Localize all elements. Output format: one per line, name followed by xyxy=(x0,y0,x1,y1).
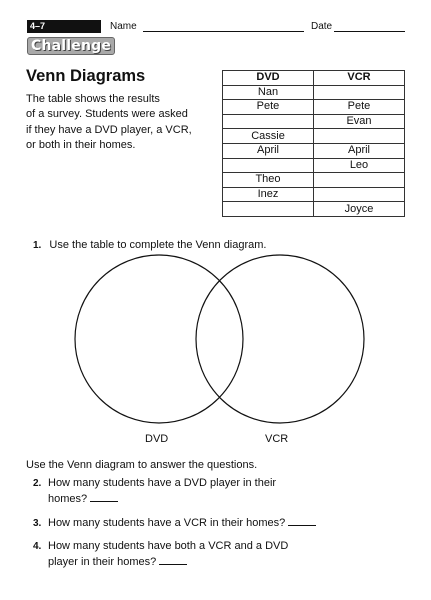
question-2 xyxy=(33,476,403,507)
question-4 xyxy=(33,539,403,570)
dvd-cell: Nan xyxy=(223,85,314,100)
intro-line: if they have a DVD player, a VCR, xyxy=(26,123,192,136)
question-text-line1: How many students have a VCR in their homes? xyxy=(48,517,286,529)
vcr-cell: Joyce xyxy=(314,202,405,217)
dvd-cell: Inez xyxy=(223,187,314,202)
vcr-column-header: VCR xyxy=(314,71,405,86)
dvd-circle-label: DVD xyxy=(145,433,169,445)
page-title: Venn Diagrams xyxy=(26,67,146,85)
question-text: Use the table to complete the Venn diagram. xyxy=(49,239,267,251)
question-text-line2: player in their homes? xyxy=(48,556,157,568)
question-text-line2: homes? xyxy=(48,493,88,505)
lesson-number-tab: 4–7 xyxy=(27,20,101,33)
question-text-line1: How many students have both a VCR and a DVD xyxy=(48,540,289,552)
question-number: 4. xyxy=(33,541,42,552)
question-number: 1. xyxy=(33,240,42,251)
dvd-cell: Pete xyxy=(223,100,314,115)
challenge-banner: Challenge xyxy=(27,37,115,55)
vcr-cell: Evan xyxy=(314,114,405,129)
name-label: Name xyxy=(110,21,137,32)
answer-blank[interactable] xyxy=(90,491,118,502)
intro-line: of a survey. Students were asked xyxy=(26,108,188,121)
intro-line: or both in their homes. xyxy=(26,139,136,152)
question-text-line1: How many students have a DVD player in their xyxy=(48,477,277,489)
vcr-cell: April xyxy=(314,143,405,158)
answer-blank[interactable] xyxy=(159,554,187,565)
dvd-column-header: DVD xyxy=(223,71,314,86)
dvd-cell: April xyxy=(223,143,314,158)
vcr-cell: Pete xyxy=(314,100,405,115)
question-number: 3. xyxy=(33,518,42,529)
question-number: 2. xyxy=(33,478,42,489)
vcr-cell: Leo xyxy=(314,158,405,173)
date-label: Date xyxy=(311,21,333,32)
question-3 xyxy=(33,515,403,531)
instructions: Use the Venn diagram to answer the questions. xyxy=(26,459,258,471)
answer-blank[interactable] xyxy=(288,515,316,526)
intro-line: The table shows the results xyxy=(26,93,160,105)
vcr-circle[interactable] xyxy=(196,255,364,423)
dvd-circle[interactable] xyxy=(75,255,243,423)
dvd-cell: Cassie xyxy=(223,129,314,144)
dvd-cell: Theo xyxy=(223,173,314,188)
vcr-circle-label: VCR xyxy=(265,433,289,445)
